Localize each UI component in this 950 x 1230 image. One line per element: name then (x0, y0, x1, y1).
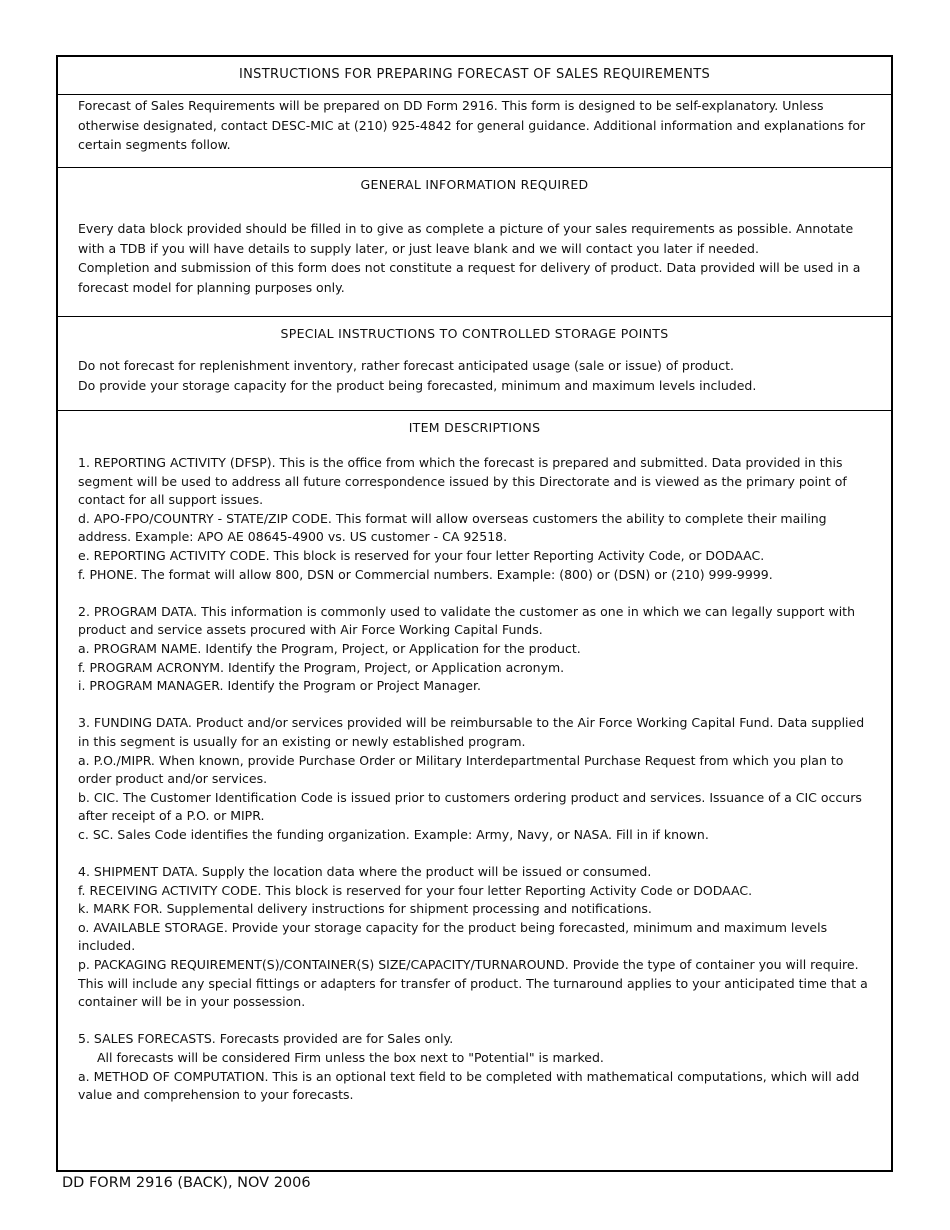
title-row (58, 57, 891, 95)
spacer (78, 584, 871, 603)
intro-section (58, 57, 891, 168)
items-heading: ITEM DESCRIPTIONS (408, 420, 541, 435)
items-section (58, 411, 891, 1170)
form-title: INSTRUCTIONS FOR PREPARING FORECAST OF SALES REQUIREMENTS (239, 67, 710, 82)
item-program-name: a. PROGRAM NAME. Identify the Program, Project, or Application for the product. (78, 640, 581, 656)
intro-text: Forecast of Sales Requirements will be prepared on DD Form 2916. This form is designed to be self-explanatory. Unless otherwise designated, contact DESC-MIC at (210) 925-4842 for general guidance. Additional information and explanations for certain segments follow. (78, 98, 866, 152)
special-line-1: Do not forecast for replenishment inventory, rather forecast anticipated usage (sale or issue) of product. (78, 358, 734, 373)
item-funding-data: 3. FUNDING DATA. Product and/or services provided will be reimbursable to the Air Force Working Capital Fund. Data supplied in this segment is usually for an existing or newly established program. (78, 715, 865, 749)
item-program-acronym: f. PROGRAM ACRONYM. Identify the Program, Project, or Application acronym. (78, 659, 565, 675)
item-phone: f. PHONE. The format will allow 800, DSN or Commercial numbers. Example: (800) or (DSN) or (210) 999-9999. (78, 566, 773, 582)
special-section (58, 317, 891, 411)
special-line-2: Do provide your storage capacity for the product being forecasted, minimum and maximum levels included. (78, 377, 757, 393)
item-available-storage: o. AVAILABLE STORAGE. Provide your storage capacity for the product being forecasted, minimum and maximum levels included. (78, 919, 828, 954)
general-section (58, 168, 891, 317)
special-heading: SPECIAL INSTRUCTIONS TO CONTROLLED STORAGE POINTS (280, 326, 669, 341)
general-para-1: Every data block provided should be filled in to give as complete a picture of your sales requirements as possible. Annotate with a TDB if you will have details to supply later, or just leave blank and we will contact you later if needed. (78, 221, 854, 256)
spacer (78, 696, 871, 715)
item-mark-for: k. MARK FOR. Supplemental delivery instructions for shipment processing and notifications. (78, 901, 652, 917)
item-program-data: 2. PROGRAM DATA. This information is commonly used to validate the customer as one in which we can legally support with product and service assets procured with Air Force Working Capital Funds. (78, 603, 855, 638)
item-firm-note: All forecasts will be considered Firm unless the box next to "Potential" is marked. (97, 1050, 604, 1065)
general-heading: GENERAL INFORMATION REQUIRED (360, 177, 589, 192)
item-sc: c. SC. Sales Code identifies the funding organization. Example: Army, Navy, or NASA. Fill in if known. (78, 826, 709, 842)
item-sales-forecasts: 5. SALES FORECASTS. Forecasts provided are for Sales only. (78, 1031, 454, 1047)
form-footer: DD FORM 2916 (BACK), NOV 2006 (62, 1175, 311, 1191)
form-frame (56, 55, 893, 1172)
item-program-manager: i. PROGRAM MANAGER. Identify the Program or Project Manager. (78, 678, 481, 694)
item-reporting-activity-code: e. REPORTING ACTIVITY CODE. This block is reserved for your four letter Reporting Activity Code, or DODAAC. (78, 547, 765, 563)
item-packaging: p. PACKAGING REQUIREMENT(S)/CONTAINER(S) SIZE/CAPACITY/TURNAROUND. Provide the type of container you will require. This will include any special fittings or adapters for transfer of product. The turnaround applies to your anticipated time that a container will be in your possession. (78, 957, 868, 1010)
item-shipment-data: 4. SHIPMENT DATA. Supply the location data where the product will be issued or consumed. (78, 864, 652, 880)
item-reporting-activity: 1. REPORTING ACTIVITY (DFSP). This is the office from which the forecast is prepared and submitted. Data provided in this segment will be used to address all future correspondence issued by this Directorate and is viewed as the primary point of contact for all support issues. (78, 455, 847, 508)
item-po-mipr: a. P.O./MIPR. When known, provide Purchase Order or Military Interdepartmental Purchase Request from which you plan to order product and/or services. (78, 752, 844, 787)
item-apo-fpo: d. APO-FPO/COUNTRY - STATE/ZIP CODE. This format will allow overseas customers the ability to complete their mailing address. Example: APO AE 08645-4900 vs. US customer - CA 92518. (78, 510, 827, 545)
spacer (78, 1012, 871, 1031)
spacer (78, 844, 871, 863)
item-receiving-activity-code: f. RECEIVING ACTIVITY CODE. This block is reserved for your four letter Reporting Activity Code or DODAAC. (78, 882, 753, 898)
item-method-of-computation: a. METHOD OF COMPUTATION. This is an optional text field to be completed with mathematical computations, which will add value and comprehension to your forecasts. (78, 1068, 860, 1103)
general-para-2: Completion and submission of this form does not constitute a request for delivery of product. Data provided will be used in a forecast model for planning purposes only. (78, 260, 861, 295)
item-cic: b. CIC. The Customer Identification Code is issued prior to customers ordering product and services. Issuance of a CIC occurs after receipt of a P.O. or MIPR. (78, 789, 862, 824)
items-body (58, 454, 891, 1105)
